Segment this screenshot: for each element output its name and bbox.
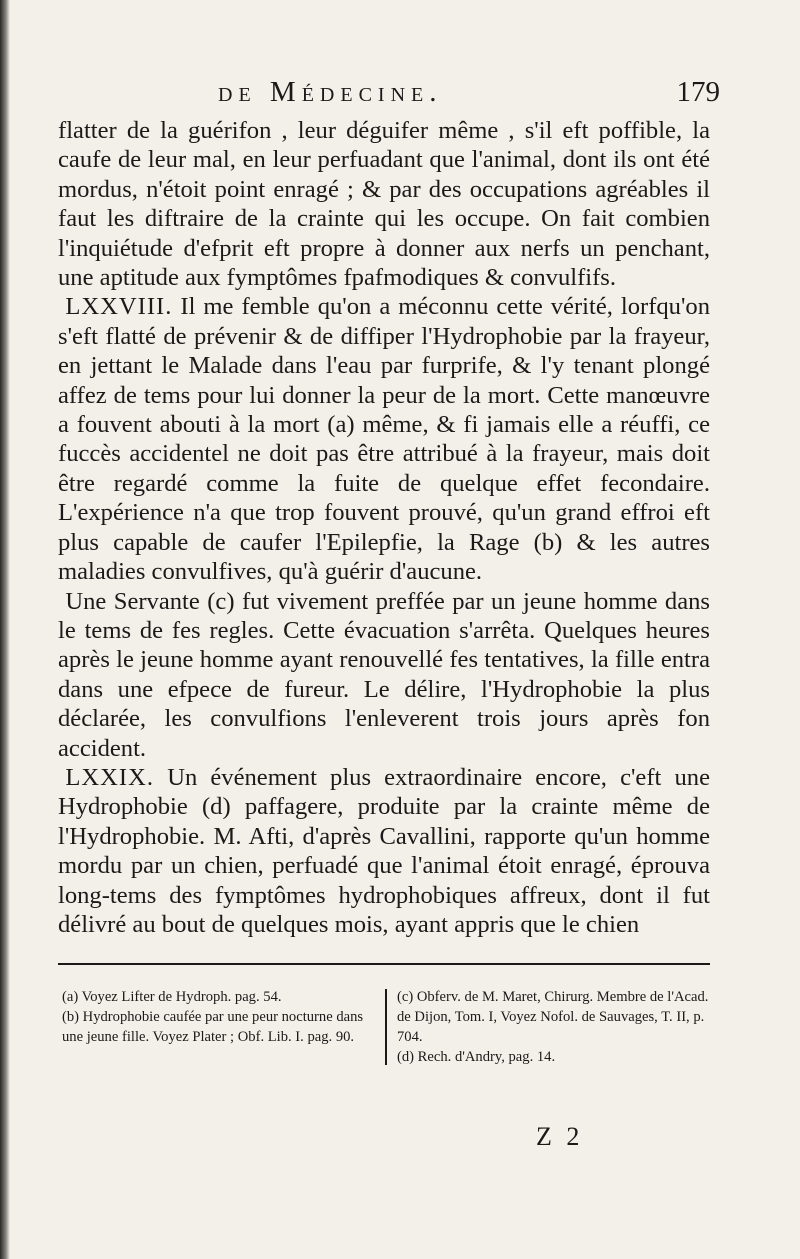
paragraph-text: Une Servante (c) fut vivement preffée par un jeune homme dans le tems de fes regles. Cette évacuation s'arrêta. Quelques heures après le jeune homme ayant renouvellé fes tentatives, la fille entra dans une efpece de fureur. Le délire, l'Hydrophobie la plus déclarée, les convulfions l'enleverent trois jours après fon accident. <box>58 587 710 762</box>
running-head: de Médecine. <box>218 76 443 108</box>
paragraph-text: Un événement plus extraordinaire encore, c'eft une Hydrophobie (d) paffagere, produite par la crainte même de l'Hydrophobie. M. Afti, d'après Cavallini, rapporte qu'un homme mordu par un chien, perfuadé que l'animal étoit enragé, éprouva long-tems des fymptômes hydrophobiques affreux, dont il fut délivré au bout de quelques mois, ayant appris que le chien <box>58 763 711 938</box>
paragraph-text: Il me femble qu'on a méconnu cette vérité, lorfqu'on s'eft flatté de prévenir & de diffiper l'Hydrophobie par la frayeur, en jettant le Malade dans l'eau par furprife, & l'y tenant plongé affez de tems pour lui donner la peur de la mort. Cette manœuvre a fouvent abouti à la mort (a) même, & fi jamais elle a réuffi, ce fuccès accidentel ne doit pas être attribué à la frayeur, mais doit être regardé comme la fuite de quelque effet fecondaire. L'expérience n'a que trop fouvent prouvé, qu'un grand effroi eft plus capable de caufer l'Epilepfie, la Rage (b) & les autres maladies convulfives, qu'à guérir d'aucune. <box>58 293 710 586</box>
footnote-column-divider <box>385 989 387 1065</box>
page-number: 179 <box>676 76 720 108</box>
paragraph <box>58 116 710 292</box>
footnote-rule <box>58 963 710 965</box>
body-text <box>58 116 710 939</box>
section-number: LXXIX. <box>65 763 155 791</box>
paragraph <box>58 763 710 939</box>
footnote: (a) Voyez Lifter de Hydroph. pag. 54. <box>62 989 282 1006</box>
book-gutter-shadow <box>0 0 10 1259</box>
paragraph-text: flatter de la guérifon , leur déguifer même , s'il eft poffible, la caufe de leur mal, en leur perfuadant que l'animal, dont ils ont été mordus, n'étoit point enragé ; & par des occupations agréables il faut les diftraire de la crainte qui les occupe. On fait combien l'inquiétude d'efprit eft propre à donner aux nerfs un penchant, une aptitude aux fymptômes fpafmodiques & convulfifs. <box>58 117 710 292</box>
page-header <box>58 76 720 112</box>
section-number: LXXVIII. <box>65 293 173 321</box>
footnotes <box>58 987 710 1067</box>
footnote: (c) Obferv. de M. Maret, Chirurg. Membre de l'Acad. de Dijon, Tom. I, Voyez Nofol. de Sauvages, T. II, p. 704. <box>397 989 709 1046</box>
footnotes-left-column <box>58 987 375 1067</box>
signature-mark: Z 2 <box>536 1122 584 1151</box>
footnote: (d) Rech. d'Andry, pag. 14. <box>397 1049 556 1066</box>
paragraph <box>58 292 710 586</box>
footnotes-right-column <box>397 987 710 1067</box>
paragraph <box>58 587 710 763</box>
footnote: (b) Hydrophobie caufée par une peur nocturne dans une jeune fille. Voyez Plater ; Obf. Lib. I. pag. 90. <box>62 1009 364 1046</box>
book-page <box>58 76 720 1067</box>
